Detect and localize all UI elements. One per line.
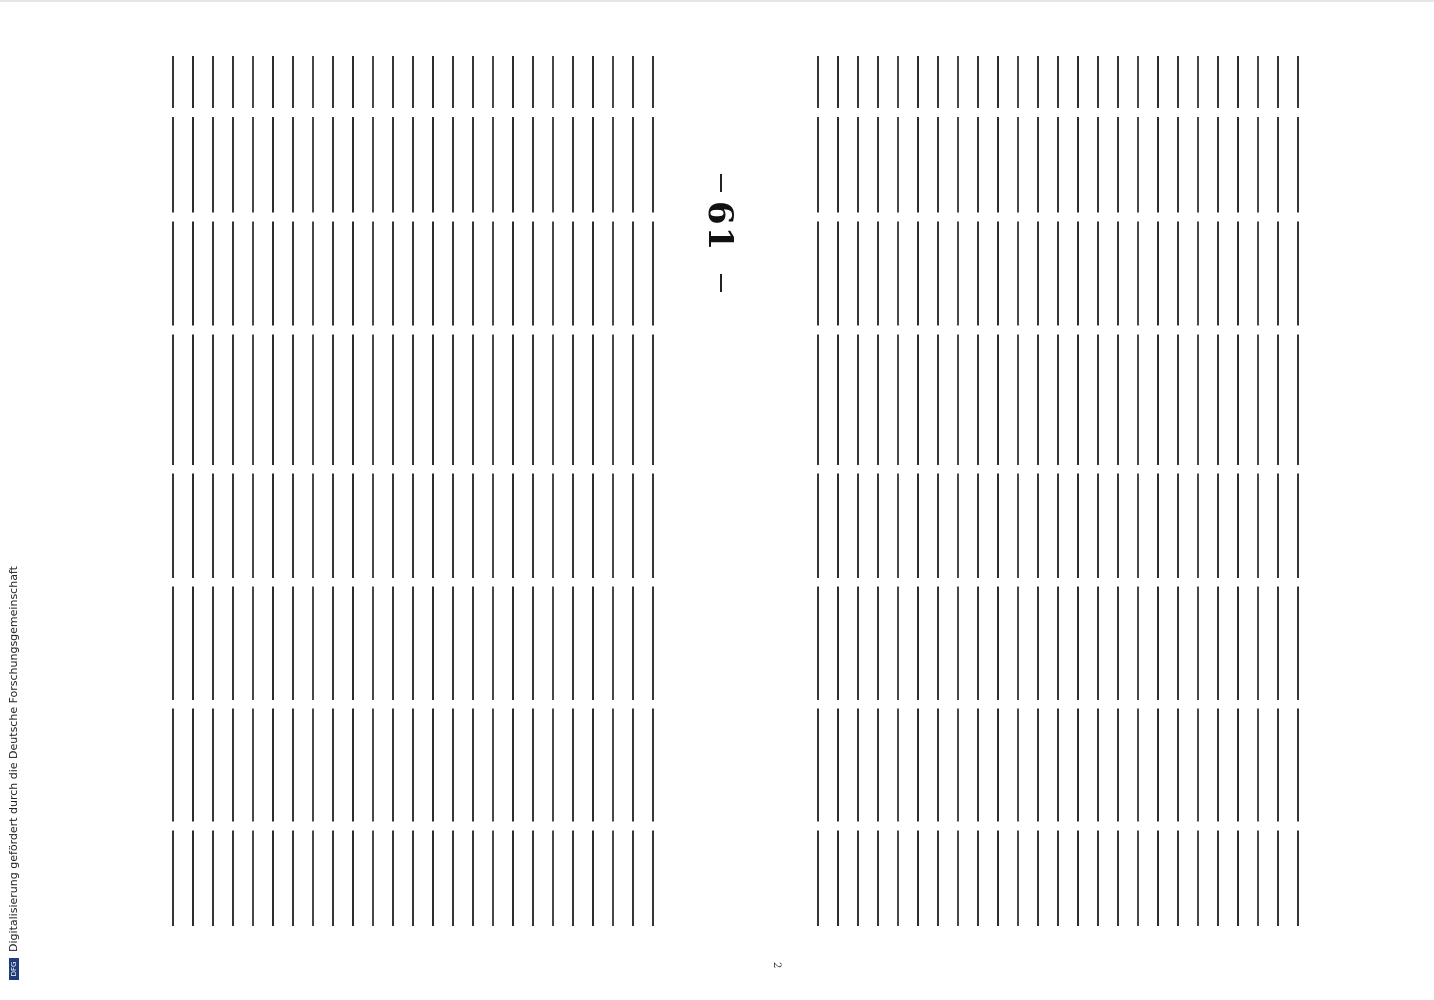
text-column-right <box>758 56 1308 926</box>
text-line <box>372 56 374 926</box>
text-line <box>432 56 434 926</box>
text-line <box>817 56 819 926</box>
text-line <box>332 56 334 926</box>
text-line <box>532 56 534 926</box>
text-line <box>172 56 174 926</box>
text-line <box>1297 56 1299 926</box>
text-line <box>937 56 939 926</box>
text-line <box>552 56 554 926</box>
text-column-left <box>118 56 663 926</box>
text-line <box>1277 56 1279 926</box>
text-line <box>1017 56 1019 926</box>
text-line <box>1137 56 1139 926</box>
text-line <box>977 56 979 926</box>
text-line <box>1097 56 1099 926</box>
funding-note-text: Digitalisierung gefördert durch die Deutsche Forschungsgemeinschaft <box>7 566 20 952</box>
rotated-page <box>118 56 1308 926</box>
dfg-logo: DFG <box>9 958 19 980</box>
text-line <box>997 56 999 926</box>
text-line <box>632 56 634 926</box>
text-line <box>957 56 959 926</box>
text-line <box>1117 56 1119 926</box>
page-number: 61 <box>700 201 740 253</box>
text-line <box>412 56 414 926</box>
text-line <box>272 56 274 926</box>
text-line <box>1037 56 1039 926</box>
text-line <box>897 56 899 926</box>
text-line <box>572 56 574 926</box>
text-line <box>312 56 314 926</box>
funding-footer <box>7 566 20 980</box>
text-line <box>212 56 214 926</box>
text-line <box>1217 56 1219 926</box>
text-line <box>1257 56 1259 926</box>
text-line <box>292 56 294 926</box>
text-line <box>1237 56 1239 926</box>
text-line <box>1057 56 1059 926</box>
text-line <box>512 56 514 926</box>
text-line <box>612 56 614 926</box>
text-line <box>1157 56 1159 926</box>
text-line <box>492 56 494 926</box>
text-line <box>452 56 454 926</box>
text-line <box>392 56 394 926</box>
text-line <box>352 56 354 926</box>
text-line <box>917 56 919 926</box>
text-line <box>232 56 234 926</box>
header-dash-bottom <box>720 274 722 292</box>
text-line <box>592 56 594 926</box>
text-line <box>252 56 254 926</box>
text-line <box>1077 56 1079 926</box>
text-line <box>1197 56 1199 926</box>
signature-mark: 2 <box>771 962 782 969</box>
text-line <box>857 56 859 926</box>
text-line <box>652 56 654 926</box>
text-line <box>877 56 879 926</box>
header-dash-top <box>720 174 722 192</box>
text-line <box>192 56 194 926</box>
text-line <box>1177 56 1179 926</box>
scan-edge <box>0 0 1434 2</box>
text-line <box>837 56 839 926</box>
text-line <box>472 56 474 926</box>
